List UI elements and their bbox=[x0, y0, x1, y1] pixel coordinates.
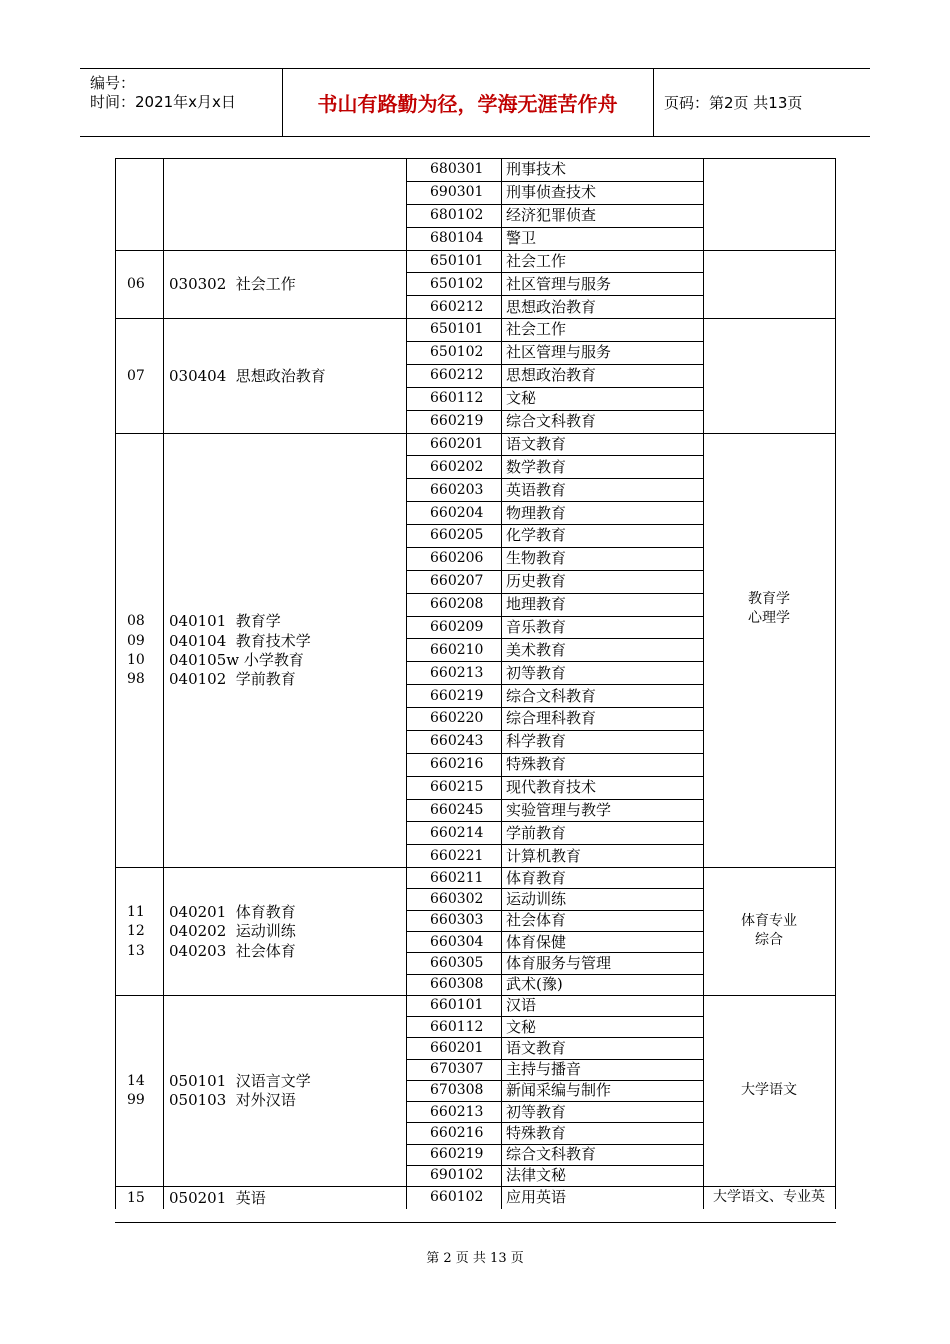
course-code: 660216 bbox=[430, 1124, 484, 1141]
header-page-info: 页码：第2页 共13页 bbox=[664, 94, 803, 112]
course-name: 现代教育技术 bbox=[506, 778, 597, 797]
course-row-divider bbox=[406, 478, 703, 479]
course-code: 660220 bbox=[430, 710, 484, 727]
course-name: 历史教育 bbox=[506, 572, 567, 591]
course-name: 文秘 bbox=[506, 1017, 537, 1036]
course-row-divider bbox=[406, 410, 703, 411]
row-number: 13 bbox=[127, 942, 145, 959]
course-name: 思想政治教育 bbox=[506, 297, 597, 316]
course-name: 物理教育 bbox=[506, 503, 567, 522]
number-label: 编号： bbox=[90, 74, 136, 92]
course-row-divider bbox=[406, 931, 703, 932]
course-table bbox=[115, 158, 835, 1209]
course-code: 660207 bbox=[430, 573, 484, 590]
group-divider bbox=[115, 250, 835, 251]
course-row-divider bbox=[406, 684, 703, 685]
course-code: 660215 bbox=[430, 779, 484, 796]
course-name: 音乐教育 bbox=[506, 617, 567, 636]
course-name: 新闻采编与制作 bbox=[506, 1081, 612, 1100]
time-label: 时间：2021年x月x日 bbox=[90, 93, 236, 111]
course-code: 670308 bbox=[430, 1082, 484, 1099]
page-footer: 第 2 页 共 13 页 bbox=[426, 1251, 524, 1266]
course-row-divider bbox=[406, 524, 703, 525]
course-code: 660205 bbox=[430, 527, 484, 544]
exam-subject: 教育学 bbox=[748, 591, 790, 608]
course-code: 660210 bbox=[430, 641, 484, 658]
course-code: 660216 bbox=[430, 756, 484, 773]
course-row-divider bbox=[406, 1101, 703, 1102]
course-row-divider bbox=[406, 341, 703, 342]
major-name: 040201 体育教育 bbox=[169, 903, 296, 922]
major-name: 040105w 小学教育 bbox=[169, 650, 304, 669]
course-name: 刑事侦查技术 bbox=[506, 183, 597, 202]
course-name: 应用英语 bbox=[506, 1188, 567, 1207]
course-name: 美术教育 bbox=[506, 640, 567, 659]
major-name: 040101 教育学 bbox=[169, 612, 281, 631]
course-name: 特殊教育 bbox=[506, 1123, 567, 1142]
major-name: 030302 社会工作 bbox=[169, 275, 296, 294]
row-number: 98 bbox=[127, 671, 145, 688]
table-border-left bbox=[115, 158, 116, 1209]
course-name: 语文教育 bbox=[506, 1038, 567, 1057]
course-name: 社会体育 bbox=[506, 911, 567, 930]
course-code: 660202 bbox=[430, 458, 484, 475]
major-name: 050103 对外汉语 bbox=[169, 1091, 296, 1110]
course-row-divider bbox=[406, 707, 703, 708]
course-code: 660304 bbox=[430, 933, 484, 950]
course-code: 680102 bbox=[430, 207, 484, 224]
course-row-divider bbox=[406, 730, 703, 731]
row-number: 07 bbox=[127, 367, 145, 384]
course-name: 体育教育 bbox=[506, 868, 567, 887]
course-name: 综合理科教育 bbox=[506, 709, 597, 728]
course-code: 660303 bbox=[430, 912, 484, 929]
row-number: 08 bbox=[127, 613, 145, 630]
page-header bbox=[80, 68, 870, 137]
course-code: 660112 bbox=[430, 1018, 484, 1035]
course-name: 社区管理与服务 bbox=[506, 343, 612, 362]
row-number: 06 bbox=[127, 276, 145, 293]
course-code: 660219 bbox=[430, 413, 484, 429]
course-code: 660213 bbox=[430, 664, 484, 681]
course-name: 计算机教育 bbox=[506, 846, 582, 865]
row-number: 09 bbox=[127, 632, 145, 649]
course-row-divider bbox=[406, 547, 703, 548]
course-code: 660219 bbox=[430, 1146, 484, 1163]
course-row-divider bbox=[406, 295, 703, 296]
course-name: 综合文科教育 bbox=[506, 412, 597, 430]
group-divider bbox=[115, 433, 835, 434]
course-code: 660243 bbox=[430, 733, 484, 750]
course-row-divider bbox=[406, 227, 703, 228]
table-border-right bbox=[835, 158, 836, 1209]
major-name: 050101 汉语言文学 bbox=[169, 1072, 311, 1091]
row-number: 14 bbox=[127, 1073, 145, 1090]
group-divider bbox=[115, 867, 835, 868]
course-name: 地理教育 bbox=[506, 595, 567, 614]
course-name: 综合文科教育 bbox=[506, 686, 597, 705]
course-code: 660213 bbox=[430, 1103, 484, 1120]
course-name: 生物教育 bbox=[506, 549, 567, 568]
course-name: 语文教育 bbox=[506, 434, 567, 453]
course-name: 初等教育 bbox=[506, 663, 567, 682]
course-name: 主持与播音 bbox=[506, 1060, 582, 1079]
course-name: 刑事技术 bbox=[506, 160, 567, 179]
course-name: 警卫 bbox=[506, 228, 537, 247]
exam-subject: 体育专业 bbox=[741, 912, 797, 929]
course-row-divider bbox=[406, 570, 703, 571]
course-code: 660245 bbox=[430, 801, 484, 818]
row-number: 10 bbox=[127, 651, 145, 668]
course-name: 武术(豫) bbox=[506, 975, 563, 994]
course-code: 660206 bbox=[430, 550, 484, 567]
course-code: 660214 bbox=[430, 824, 484, 841]
course-code: 660219 bbox=[430, 687, 484, 704]
course-code: 660305 bbox=[430, 954, 484, 971]
course-row-divider bbox=[406, 661, 703, 662]
course-row-divider bbox=[406, 387, 703, 388]
course-code: 690301 bbox=[430, 184, 484, 201]
group-divider bbox=[115, 318, 835, 319]
course-name: 思想政治教育 bbox=[506, 366, 597, 385]
course-row-divider bbox=[406, 638, 703, 639]
exam-subject: 大学语文、专业英 bbox=[713, 1188, 825, 1205]
course-code: 660204 bbox=[430, 504, 484, 521]
course-code: 660201 bbox=[430, 435, 484, 452]
major-name: 040203 社会体育 bbox=[169, 941, 296, 960]
column-divider bbox=[163, 158, 164, 1209]
exam-subject: 综合 bbox=[755, 932, 783, 948]
course-code: 660221 bbox=[430, 847, 484, 864]
course-name: 经济犯罪侦查 bbox=[506, 206, 597, 225]
course-name: 社会工作 bbox=[506, 320, 567, 339]
course-code: 650102 bbox=[430, 344, 484, 361]
course-row-divider bbox=[406, 272, 703, 273]
course-name: 科学教育 bbox=[506, 732, 567, 751]
course-row-divider bbox=[406, 593, 703, 594]
course-code: 660102 bbox=[430, 1189, 484, 1206]
course-name: 综合文科教育 bbox=[506, 1145, 597, 1164]
course-code: 660211 bbox=[430, 869, 484, 886]
group-divider bbox=[115, 995, 835, 996]
course-code: 660201 bbox=[430, 1039, 484, 1056]
course-name: 社会工作 bbox=[506, 251, 567, 270]
major-name: 050201 英语 bbox=[169, 1188, 266, 1207]
course-row-divider bbox=[406, 364, 703, 365]
course-code: 680104 bbox=[430, 229, 484, 246]
column-divider bbox=[703, 158, 704, 1209]
course-row-divider bbox=[406, 1016, 703, 1017]
course-row-divider bbox=[406, 799, 703, 800]
course-code: 650101 bbox=[430, 252, 484, 269]
course-name: 数学教育 bbox=[506, 457, 567, 476]
course-code: 660209 bbox=[430, 618, 484, 635]
header-slogan: 书山有路勤为径，学海无涯苦作舟 bbox=[282, 69, 654, 136]
course-row-divider bbox=[406, 181, 703, 182]
course-name: 体育服务与管理 bbox=[506, 953, 612, 972]
course-name: 汉语 bbox=[506, 996, 537, 1015]
course-code: 650102 bbox=[430, 275, 484, 292]
course-code: 660212 bbox=[430, 298, 484, 315]
course-name: 特殊教育 bbox=[506, 755, 567, 774]
course-row-divider bbox=[406, 753, 703, 754]
row-number: 11 bbox=[127, 904, 145, 921]
exam-subject: 心理学 bbox=[748, 610, 790, 627]
course-row-divider bbox=[406, 501, 703, 502]
course-name: 法律文秘 bbox=[506, 1166, 567, 1185]
course-name: 初等教育 bbox=[506, 1102, 567, 1121]
course-code: 660308 bbox=[430, 976, 484, 993]
course-code: 660208 bbox=[430, 596, 484, 613]
course-code: 660203 bbox=[430, 481, 484, 498]
course-code: 660112 bbox=[430, 390, 484, 407]
row-number: 99 bbox=[127, 1092, 145, 1109]
major-name: 040202 运动训练 bbox=[169, 922, 296, 941]
course-code: 660212 bbox=[430, 367, 484, 384]
exam-subject: 大学语文 bbox=[741, 1081, 797, 1098]
course-row-divider bbox=[406, 455, 703, 456]
course-name: 文秘 bbox=[506, 389, 537, 408]
course-row-divider bbox=[406, 844, 703, 845]
course-row-divider bbox=[406, 821, 703, 822]
course-code: 660101 bbox=[430, 997, 484, 1014]
major-name: 030404 思想政治教育 bbox=[169, 366, 326, 385]
course-code: 670307 bbox=[430, 1061, 484, 1078]
course-name: 运动训练 bbox=[506, 890, 567, 909]
course-code: 690102 bbox=[430, 1167, 484, 1184]
course-name: 化学教育 bbox=[506, 526, 567, 545]
course-code: 650101 bbox=[430, 321, 484, 338]
course-name: 学前教育 bbox=[506, 823, 567, 842]
course-name: 体育保健 bbox=[506, 932, 567, 951]
course-name: 社区管理与服务 bbox=[506, 274, 612, 293]
course-name: 实验管理与教学 bbox=[506, 800, 612, 819]
header-meta bbox=[80, 69, 283, 136]
course-code: 680301 bbox=[430, 161, 484, 178]
course-code: 660302 bbox=[430, 891, 484, 908]
major-name: 040104 教育技术学 bbox=[169, 631, 311, 650]
course-name: 英语教育 bbox=[506, 480, 567, 499]
course-row-divider bbox=[406, 204, 703, 205]
row-number: 15 bbox=[127, 1189, 145, 1206]
table-border-top bbox=[115, 158, 835, 159]
course-row-divider bbox=[406, 776, 703, 777]
row-number: 12 bbox=[127, 923, 145, 940]
major-name: 040102 学前教育 bbox=[169, 670, 296, 689]
course-row-divider bbox=[406, 616, 703, 617]
table-border-bottom bbox=[115, 1222, 836, 1223]
